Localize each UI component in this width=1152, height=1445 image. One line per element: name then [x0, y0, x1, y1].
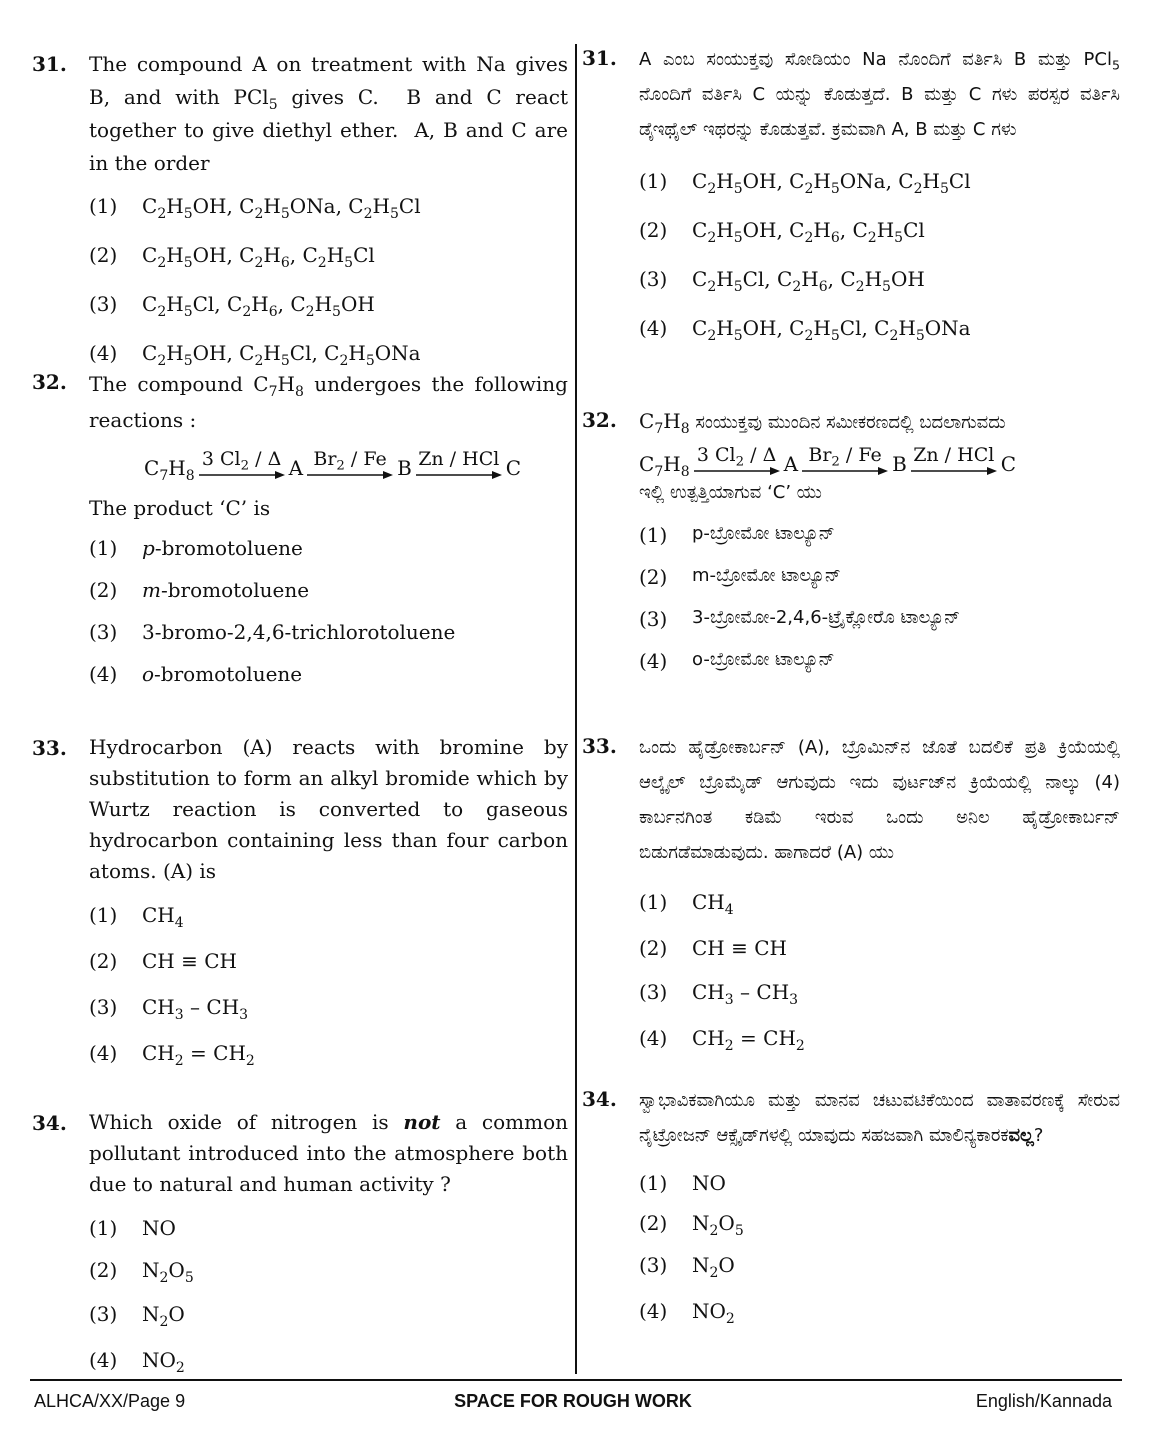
option-2: (2) m-ಬ್ರೋಮೋ ಟಾಲ್ಯೂನ್	[639, 565, 841, 589]
page-footer	[34, 1391, 1112, 1415]
option-1: (1) NO	[639, 1171, 726, 1195]
question-32-en	[32, 366, 568, 686]
reaction-scheme: $C_7H_8$ 3 $Cl_2$ / Δ A $Br_2$ / Fe B Zn / HCl C	[144, 448, 522, 484]
option-4: (4) $C_2H_5OH$, $C_2H_5Cl$, $C_2H_5ONa$	[89, 341, 421, 369]
product-line: ಇಲ್ಲಿ ಉತ್ಪತ್ತಿಯಾಗುವ ‘C’ ಯು	[639, 482, 822, 503]
question-34-en	[32, 1107, 569, 1376]
option-4: (4) $C_2H_5OH$, $C_2H_5Cl$, $C_2H_5ONa$	[639, 316, 971, 344]
question-number: 33.	[582, 734, 617, 758]
question-34-kn	[582, 1083, 1120, 1327]
question-31-kn	[582, 42, 1120, 344]
question-text: The compound $C_7H_8$ undergoes the following reactions :	[89, 372, 568, 432]
question-text: ಸ್ವಾಭಾವಿಕವಾಗಿಯೂ ಮತ್ತು ಮಾನವ ಚಟುವಟಿಕೆಯಿಂದ ವಾತಾವರಣಕ್ಕೆ ಸೇರುವ ನೈಟ್ರೋಜನ್ ಆಕ್ಸೈಡ್‌ಗಳಲ್ಲಿ ಯಾವುದು ಸಹಜವಾಗಿ ಮಾಲಿನ್ಯಕಾರಕವಲ್ಲ?	[639, 1090, 1120, 1146]
question-33-kn	[582, 730, 1120, 1054]
option-3: (3) $N_2O$	[639, 1253, 735, 1281]
option-2: (2) $N_2O_5$	[639, 1211, 744, 1239]
question-number: 31.	[32, 52, 67, 76]
option-2: (2) CH ≡ CH	[639, 936, 787, 960]
question-number: 31.	[582, 46, 617, 70]
option-4: (4) $CH_2 = CH_2$	[639, 1026, 805, 1054]
option-3: (3) $CH_3 - CH_3$	[639, 980, 799, 1008]
question-number: 34.	[582, 1087, 617, 1111]
question-number: 34.	[32, 1111, 67, 1135]
question-number: 33.	[32, 736, 67, 760]
question-text: The compound A on treatment with Na gives B, and with PCl$_5$ gives C. B and C react together to give diethyl ether. A, B and C are in the order	[89, 52, 568, 175]
option-2: (2) $C_2H_5OH$, $C_2H_6$, $C_2H_5Cl$	[639, 218, 925, 246]
page-number: ALHCA/XX/Page 9	[34, 1391, 186, 1411]
column-divider	[575, 44, 577, 1374]
option-2: (2) m-bromotoluene	[89, 578, 310, 602]
option-1: (1) NO	[89, 1216, 176, 1240]
option-3: (3) $N_2O$	[89, 1302, 185, 1330]
option-2: (2) CH ≡ CH	[89, 949, 237, 973]
option-4: (4) o-ಬ್ರೋಮೋ ಟಾಲ್ಯೂನ್	[639, 649, 835, 673]
question-text: A ಎಂಬ ಸಂಯುಕ್ತವು ಸೋಡಿಯಂ Na ನೊಂದಿಗೆ ವರ್ತಿಸಿ B ಮತ್ತು PCl$_5$ ನೊಂದಿಗೆ ವರ್ತಿಸಿ C ಯನ್ನು ಕೊಡುತ್ತದೆ. B ಮತ್ತು C ಗಳು ಪರಸ್ಪರ ವರ್ತಿಸಿ ಡೈಇಥೈಲ್ ಇಥರನ್ನು ಕೊಡುತ್ತವೆ. ಕ್ರಮವಾಗಿ A, B ಮತ್ತು C ಗಳು	[639, 49, 1120, 140]
option-1: (1) $C_2H_5OH$, $C_2H_5ONa$, $C_2H_5Cl$	[639, 169, 971, 197]
reaction-scheme: $C_7H_8$ 3 $Cl_2$ / Δ A $Br_2$ / Fe B Zn / HCl C	[639, 444, 1017, 480]
option-4: (4) $NO_2$	[639, 1299, 735, 1327]
product-line: The product ‘C’ is	[89, 496, 271, 520]
question-number: 32.	[32, 370, 67, 394]
option-4: (4) o-bromotoluene	[89, 662, 303, 686]
question-text: $C_7H_8$ ಸಂಯುಕ್ತವು ಮುಂದಿನ ಸಮೀಕರಣದಲ್ಲಿ ಬದಲಾಗುವದು	[639, 409, 1006, 437]
option-3: (3) 3-ಬ್ರೋಮೋ-2,4,6-ಟ್ರೈಕ್ಲೋರೊ ಟಾಲ್ಯೂನ್	[639, 607, 961, 631]
option-1: (1) p-ಬ್ರೋಮೋ ಟಾಲ್ಯೂನ್	[639, 523, 835, 547]
option-2: (2) $N_2O_5$	[89, 1258, 194, 1286]
option-4: (4) $CH_2 = CH_2$	[89, 1041, 255, 1069]
option-1: (1) $C_2H_5OH$, $C_2H_5ONa$, $C_2H_5Cl$	[89, 194, 421, 222]
footer-rule	[30, 1379, 1122, 1381]
option-2: (2) $C_2H_5OH$, $C_2H_6$, $C_2H_5Cl$	[89, 243, 375, 271]
question-31-en	[32, 48, 568, 369]
option-3: (3) $CH_3 - CH_3$	[89, 995, 249, 1023]
rough-work-label: SPACE FOR ROUGH WORK	[454, 1391, 692, 1411]
option-3: (3) 3-bromo-2,4,6-trichlorotoluene	[89, 620, 456, 644]
option-1: (1) $CH_4$	[639, 890, 734, 918]
question-33-en	[32, 732, 568, 1069]
question-32-kn	[582, 404, 1120, 673]
question-text: Hydrocarbon (A) reacts with bromine by substitution to form an alkyl bromide which by Wurtz reaction is converted to gaseous hydrocarbon containing less than four carbon atoms. (A) is	[89, 735, 568, 883]
option-4: (4) $NO_2$	[89, 1348, 185, 1376]
question-number: 32.	[582, 408, 617, 432]
option-1: (1) $CH_4$	[89, 903, 184, 931]
question-text: Which oxide of nitrogen is not a common pollutant introduced into the atmosphere both due to natural and human activity ?	[89, 1110, 569, 1196]
question-text: ಒಂದು ಹೈಡ್ರೋಕಾರ್ಬನ್ (A), ಬ್ರೊಮಿನ್‌ನ ಜೊತೆ ಬದಲಿಕೆ ಪ್ರತಿ ಕ್ರಿಯೆಯಲ್ಲಿ ಆಲ್ಕೈಲ್ ಬ್ರೊಮೈಡ್ ಆಗುವುದು ಇದು ವುರ್ಟಜ್‌ನ ಕ್ರಿಯೆಯಲ್ಲಿ ನಾಲ್ಕು (4) ಕಾರ್ಬನಗಿಂತ ಕಡಿಮೆ ಇರುವ ಒಂದು ಅನಿಲ ಹೈಡ್ರೋಕಾರ್ಬನ್ ಬಿಡುಗಡೆಮಾಡುವುದು. ಹಾಗಾದರೆ (A) ಯು	[639, 737, 1120, 863]
option-3: (3) $C_2H_5Cl$, $C_2H_6$, $C_2H_5OH$	[639, 267, 925, 295]
option-3: (3) $C_2H_5Cl$, $C_2H_6$, $C_2H_5OH$	[89, 292, 375, 320]
option-1: (1) p-bromotoluene	[89, 536, 303, 560]
language-label: English/Kannada	[975, 1391, 1112, 1411]
